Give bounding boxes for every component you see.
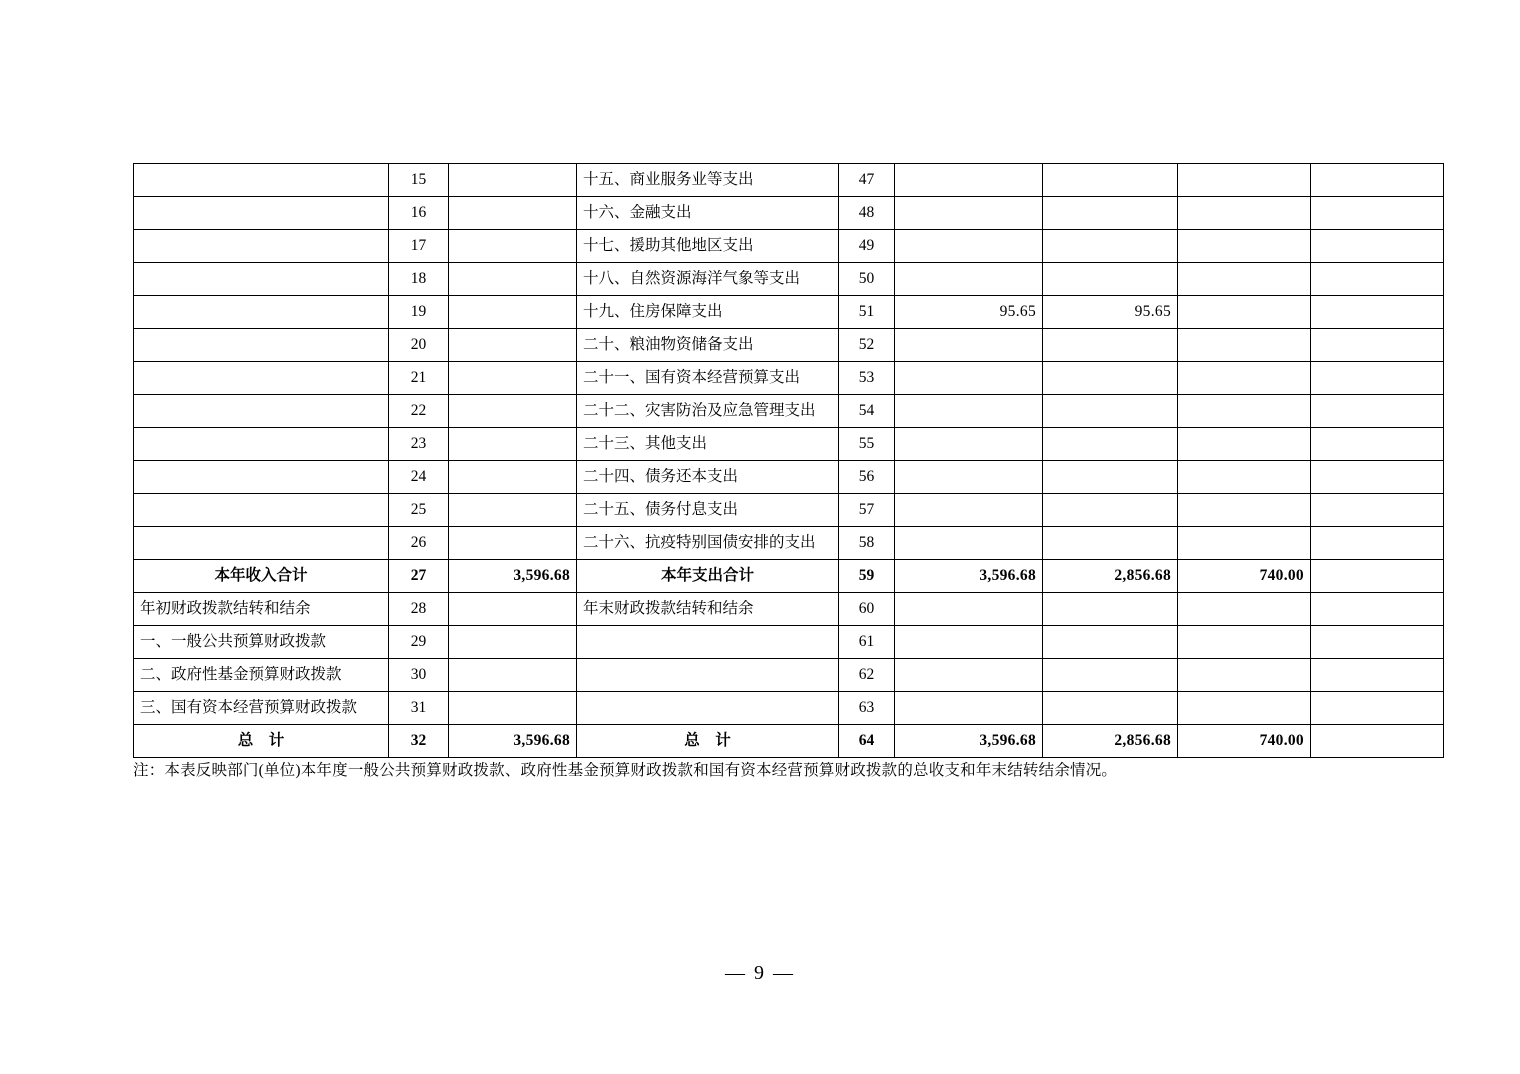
table-row — [134, 725, 1444, 758]
income-amount-cell — [449, 296, 577, 329]
expense-project-cell — [1178, 164, 1311, 197]
expense-total-cell: 3,596.68 — [895, 725, 1043, 758]
income-line-number-cell: 19 — [389, 296, 449, 329]
expense-total-cell — [895, 659, 1043, 692]
expense-line-number-cell: 58 — [839, 527, 895, 560]
expense-basic-cell: 95.65 — [1043, 296, 1178, 329]
expense-project-cell — [1178, 692, 1311, 725]
income-label-cell — [134, 494, 389, 527]
expense-line-number-cell: 61 — [839, 626, 895, 659]
expense-basic-cell — [1043, 329, 1178, 362]
expense-basic-cell — [1043, 692, 1178, 725]
expense-other-cell — [1311, 560, 1444, 593]
expense-basic-cell — [1043, 626, 1178, 659]
table-row — [134, 659, 1444, 692]
income-line-number-cell: 28 — [389, 593, 449, 626]
income-label-cell — [134, 263, 389, 296]
expense-other-cell — [1311, 626, 1444, 659]
expense-label-cell: 二十二、灾害防治及应急管理支出 — [577, 395, 839, 428]
income-amount-cell: 3,596.68 — [449, 560, 577, 593]
table-row — [134, 263, 1444, 296]
income-amount-cell — [449, 395, 577, 428]
expense-label-cell: 十七、援助其他地区支出 — [577, 230, 839, 263]
income-amount-cell — [449, 461, 577, 494]
income-line-number-cell: 23 — [389, 428, 449, 461]
expense-other-cell — [1311, 197, 1444, 230]
expense-other-cell — [1311, 461, 1444, 494]
income-line-number-cell: 16 — [389, 197, 449, 230]
expense-total-cell — [895, 626, 1043, 659]
expense-label-cell — [577, 659, 839, 692]
income-label-cell: 本年收入合计 — [134, 560, 389, 593]
expense-label-cell — [577, 626, 839, 659]
expense-other-cell — [1311, 362, 1444, 395]
expense-project-cell — [1178, 428, 1311, 461]
expense-label-cell: 二十四、债务还本支出 — [577, 461, 839, 494]
expense-project-cell: 740.00 — [1178, 560, 1311, 593]
expense-total-cell — [895, 362, 1043, 395]
expense-total-cell — [895, 692, 1043, 725]
expense-project-cell — [1178, 593, 1311, 626]
income-label-cell: 二、政府性基金预算财政拨款 — [134, 659, 389, 692]
income-line-number-cell: 22 — [389, 395, 449, 428]
expense-project-cell — [1178, 197, 1311, 230]
expense-total-cell — [895, 428, 1043, 461]
expense-project-cell — [1178, 263, 1311, 296]
expense-other-cell — [1311, 494, 1444, 527]
expense-project-cell — [1178, 461, 1311, 494]
income-amount-cell: 3,596.68 — [449, 725, 577, 758]
expense-other-cell — [1311, 659, 1444, 692]
income-amount-cell — [449, 230, 577, 263]
expense-label-cell: 十五、商业服务业等支出 — [577, 164, 839, 197]
income-amount-cell — [449, 593, 577, 626]
expense-basic-cell — [1043, 197, 1178, 230]
expense-line-number-cell: 53 — [839, 362, 895, 395]
expense-line-number-cell: 49 — [839, 230, 895, 263]
expense-other-cell — [1311, 692, 1444, 725]
income-line-number-cell: 20 — [389, 329, 449, 362]
expense-total-cell — [895, 263, 1043, 296]
expense-line-number-cell: 54 — [839, 395, 895, 428]
expense-other-cell — [1311, 395, 1444, 428]
income-amount-cell — [449, 263, 577, 296]
expense-project-cell — [1178, 329, 1311, 362]
expense-other-cell — [1311, 725, 1444, 758]
expense-total-cell — [895, 230, 1043, 263]
expense-label-cell: 总 计 — [577, 725, 839, 758]
expense-other-cell — [1311, 230, 1444, 263]
expense-line-number-cell: 63 — [839, 692, 895, 725]
table-row — [134, 461, 1444, 494]
expense-total-cell — [895, 527, 1043, 560]
expense-total-cell: 95.65 — [895, 296, 1043, 329]
income-amount-cell — [449, 362, 577, 395]
income-label-cell — [134, 395, 389, 428]
expense-basic-cell — [1043, 362, 1178, 395]
expense-label-cell: 二十、粮油物资储备支出 — [577, 329, 839, 362]
income-label-cell — [134, 197, 389, 230]
income-amount-cell — [449, 626, 577, 659]
expense-basic-cell: 2,856.68 — [1043, 725, 1178, 758]
income-line-number-cell: 27 — [389, 560, 449, 593]
expense-line-number-cell: 57 — [839, 494, 895, 527]
table-row — [134, 527, 1444, 560]
expense-basic-cell — [1043, 461, 1178, 494]
expense-basic-cell — [1043, 527, 1178, 560]
income-label-cell — [134, 461, 389, 494]
expense-total-cell — [895, 395, 1043, 428]
expense-line-number-cell: 47 — [839, 164, 895, 197]
expense-basic-cell — [1043, 428, 1178, 461]
table-body — [134, 164, 1444, 758]
expense-line-number-cell: 55 — [839, 428, 895, 461]
expense-basic-cell — [1043, 659, 1178, 692]
expense-basic-cell — [1043, 263, 1178, 296]
income-line-number-cell: 25 — [389, 494, 449, 527]
table-row — [134, 164, 1444, 197]
expense-line-number-cell: 51 — [839, 296, 895, 329]
income-line-number-cell: 17 — [389, 230, 449, 263]
expense-line-number-cell: 50 — [839, 263, 895, 296]
table-row — [134, 593, 1444, 626]
income-label-cell: 一、一般公共预算财政拨款 — [134, 626, 389, 659]
expense-label-cell: 二十三、其他支出 — [577, 428, 839, 461]
table-note: 注：本表反映部门(单位)本年度一般公共预算财政拨款、政府性基金预算财政拨款和国有资本经营预算财政拨款的总收支和年末结转结余情况。 — [133, 762, 1118, 779]
income-amount-cell — [449, 164, 577, 197]
expense-project-cell — [1178, 626, 1311, 659]
expense-basic-cell — [1043, 593, 1178, 626]
expense-project-cell — [1178, 230, 1311, 263]
income-label-cell: 年初财政拨款结转和结余 — [134, 593, 389, 626]
financial-table-container — [133, 163, 1388, 758]
expense-project-cell — [1178, 527, 1311, 560]
table-row — [134, 329, 1444, 362]
expense-total-cell: 3,596.68 — [895, 560, 1043, 593]
table-row — [134, 395, 1444, 428]
income-label-cell — [134, 296, 389, 329]
expense-project-cell: 740.00 — [1178, 725, 1311, 758]
expense-other-cell — [1311, 329, 1444, 362]
expense-other-cell — [1311, 164, 1444, 197]
table-row — [134, 197, 1444, 230]
expense-label-cell: 二十一、国有资本经营预算支出 — [577, 362, 839, 395]
expense-total-cell — [895, 164, 1043, 197]
income-amount-cell — [449, 692, 577, 725]
table-row — [134, 362, 1444, 395]
expense-basic-cell — [1043, 164, 1178, 197]
income-label-cell — [134, 527, 389, 560]
expense-label-cell: 十六、金融支出 — [577, 197, 839, 230]
expense-project-cell — [1178, 296, 1311, 329]
table-row — [134, 560, 1444, 593]
expense-line-number-cell: 59 — [839, 560, 895, 593]
income-label-cell — [134, 362, 389, 395]
expense-project-cell — [1178, 494, 1311, 527]
expense-other-cell — [1311, 593, 1444, 626]
expense-line-number-cell: 56 — [839, 461, 895, 494]
income-line-number-cell: 26 — [389, 527, 449, 560]
expense-project-cell — [1178, 659, 1311, 692]
income-label-cell — [134, 230, 389, 263]
table-row — [134, 230, 1444, 263]
income-line-number-cell: 15 — [389, 164, 449, 197]
table-row — [134, 626, 1444, 659]
income-line-number-cell: 30 — [389, 659, 449, 692]
expense-project-cell — [1178, 395, 1311, 428]
expense-label-cell — [577, 692, 839, 725]
expense-total-cell — [895, 494, 1043, 527]
expense-total-cell — [895, 197, 1043, 230]
income-label-cell — [134, 428, 389, 461]
table-row — [134, 494, 1444, 527]
expense-label-cell: 本年支出合计 — [577, 560, 839, 593]
income-line-number-cell: 31 — [389, 692, 449, 725]
income-line-number-cell: 29 — [389, 626, 449, 659]
expense-line-number-cell: 48 — [839, 197, 895, 230]
expense-project-cell — [1178, 362, 1311, 395]
expense-basic-cell: 2,856.68 — [1043, 560, 1178, 593]
expense-line-number-cell: 62 — [839, 659, 895, 692]
expense-label-cell: 年末财政拨款结转和结余 — [577, 593, 839, 626]
expense-basic-cell — [1043, 230, 1178, 263]
expense-basic-cell — [1043, 494, 1178, 527]
expense-other-cell — [1311, 428, 1444, 461]
financial-allocation-table — [133, 163, 1444, 758]
expense-basic-cell — [1043, 395, 1178, 428]
income-line-number-cell: 21 — [389, 362, 449, 395]
expense-total-cell — [895, 593, 1043, 626]
expense-other-cell — [1311, 296, 1444, 329]
table-row — [134, 296, 1444, 329]
expense-line-number-cell: 52 — [839, 329, 895, 362]
income-amount-cell — [449, 494, 577, 527]
expense-total-cell — [895, 329, 1043, 362]
income-amount-cell — [449, 527, 577, 560]
income-line-number-cell: 32 — [389, 725, 449, 758]
expense-total-cell — [895, 461, 1043, 494]
expense-label-cell: 十九、住房保障支出 — [577, 296, 839, 329]
income-amount-cell — [449, 428, 577, 461]
expense-other-cell — [1311, 527, 1444, 560]
page-number: — 9 — — [725, 962, 795, 984]
income-line-number-cell: 24 — [389, 461, 449, 494]
expense-label-cell: 二十六、抗疫特别国债安排的支出 — [577, 527, 839, 560]
income-line-number-cell: 18 — [389, 263, 449, 296]
income-amount-cell — [449, 659, 577, 692]
income-label-cell — [134, 329, 389, 362]
income-label-cell: 三、国有资本经营预算财政拨款 — [134, 692, 389, 725]
income-label-cell: 总 计 — [134, 725, 389, 758]
expense-line-number-cell: 64 — [839, 725, 895, 758]
expense-label-cell: 二十五、债务付息支出 — [577, 494, 839, 527]
income-amount-cell — [449, 197, 577, 230]
table-row — [134, 692, 1444, 725]
table-row — [134, 428, 1444, 461]
expense-other-cell — [1311, 263, 1444, 296]
income-label-cell — [134, 164, 389, 197]
income-amount-cell — [449, 329, 577, 362]
expense-label-cell: 十八、自然资源海洋气象等支出 — [577, 263, 839, 296]
expense-line-number-cell: 60 — [839, 593, 895, 626]
